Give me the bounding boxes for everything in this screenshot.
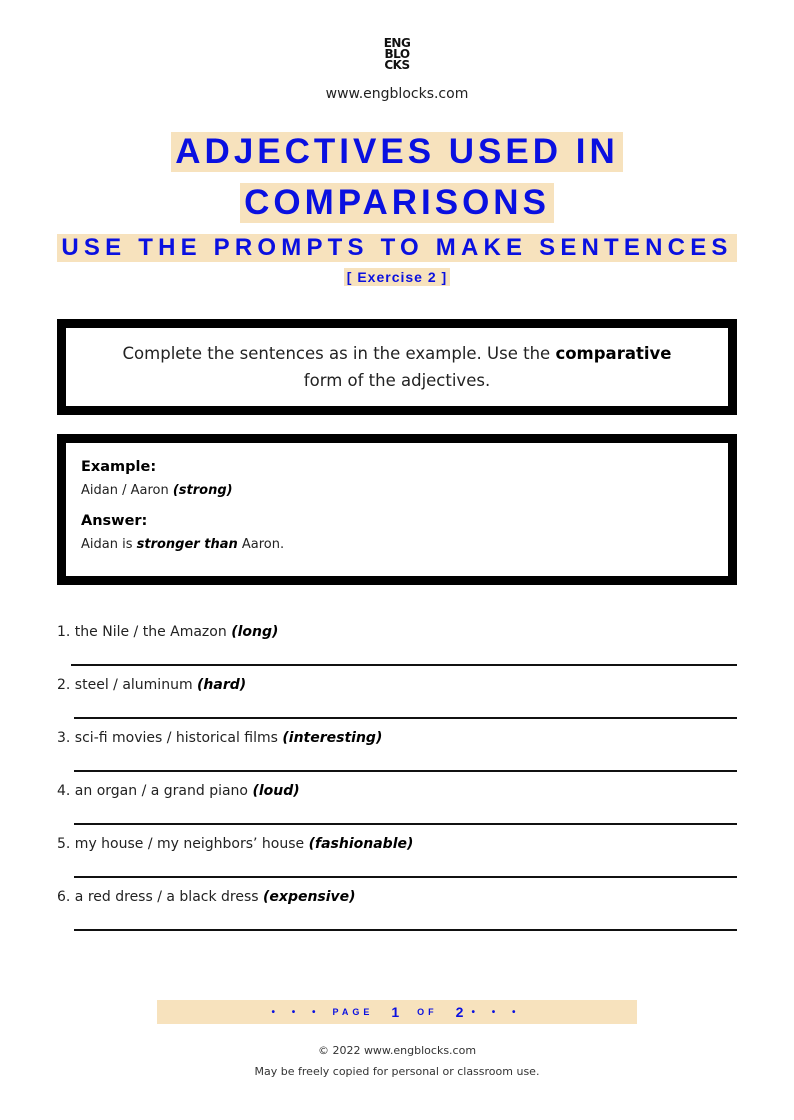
page-indicator	[157, 1000, 637, 1024]
example-answer: Aidan is stronger than Aaron.	[81, 537, 285, 552]
item-prompt: 1. the Nile / the Amazon (long)	[57, 624, 279, 640]
answer-line[interactable]	[74, 823, 737, 825]
item-prompt: 3. sci-fi movies / historical films (interesting)	[57, 730, 383, 746]
item-prompt: 4. an organ / a grand piano (loud)	[57, 783, 300, 799]
answer-line[interactable]	[74, 929, 737, 931]
pager-page-word: PAGE	[332, 1007, 374, 1017]
exercise-item	[57, 724, 737, 777]
title-text-2: COMPARISONS	[240, 183, 554, 223]
pager-of-word: OF	[417, 1007, 438, 1017]
pager-dots-right: • • •	[471, 1006, 523, 1018]
subtitle	[0, 234, 794, 262]
item-prompt: 2. steel / aluminum (hard)	[57, 677, 247, 693]
exercise-item	[57, 883, 737, 936]
engblocks-logo: ENG BLO CKS	[383, 36, 411, 72]
exercise-label	[0, 267, 794, 286]
exercise-item	[57, 618, 737, 671]
title-text-1: ADJECTIVES USED IN	[171, 132, 622, 172]
pager-dots-left: • • •	[271, 1006, 323, 1018]
example-label: Example:	[81, 459, 157, 475]
site-url[interactable]: www.engblocks.com	[325, 86, 469, 102]
answer-line[interactable]	[74, 717, 737, 719]
pager-current: 1	[391, 1004, 400, 1020]
answer-line[interactable]	[74, 876, 737, 878]
item-prompt: 6. a red dress / a black dress (expensive)	[57, 889, 356, 905]
subtitle-text: USE THE PROMPTS TO MAKE SENTENCES	[57, 234, 736, 262]
exercise-item	[57, 830, 737, 883]
pager-total: 2	[455, 1004, 464, 1020]
title-line-1	[0, 132, 794, 172]
exercise-item	[57, 777, 737, 830]
example-prompt: Aidan / Aaron (strong)	[81, 483, 233, 498]
usage-note: May be freely copied for personal or classroom use.	[254, 1065, 540, 1078]
copyright: © 2022 www.engblocks.com	[317, 1044, 477, 1057]
item-prompt: 5. my house / my neighbors’ house (fashionable)	[57, 836, 414, 852]
exercise-item	[57, 671, 737, 724]
instructions-text: Complete the sentences as in the example. Use the comparative form of the adjectives.	[122, 344, 672, 390]
instructions-bold: comparative	[555, 344, 672, 363]
exercise-items	[57, 618, 737, 936]
exercise-label-text: [ Exercise 2 ]	[344, 268, 450, 286]
answer-line[interactable]	[74, 770, 737, 772]
answer-label: Answer:	[81, 513, 148, 529]
title-line-2	[0, 183, 794, 223]
example-box	[57, 434, 737, 585]
answer-line[interactable]	[71, 664, 737, 666]
instructions-box	[57, 319, 737, 415]
